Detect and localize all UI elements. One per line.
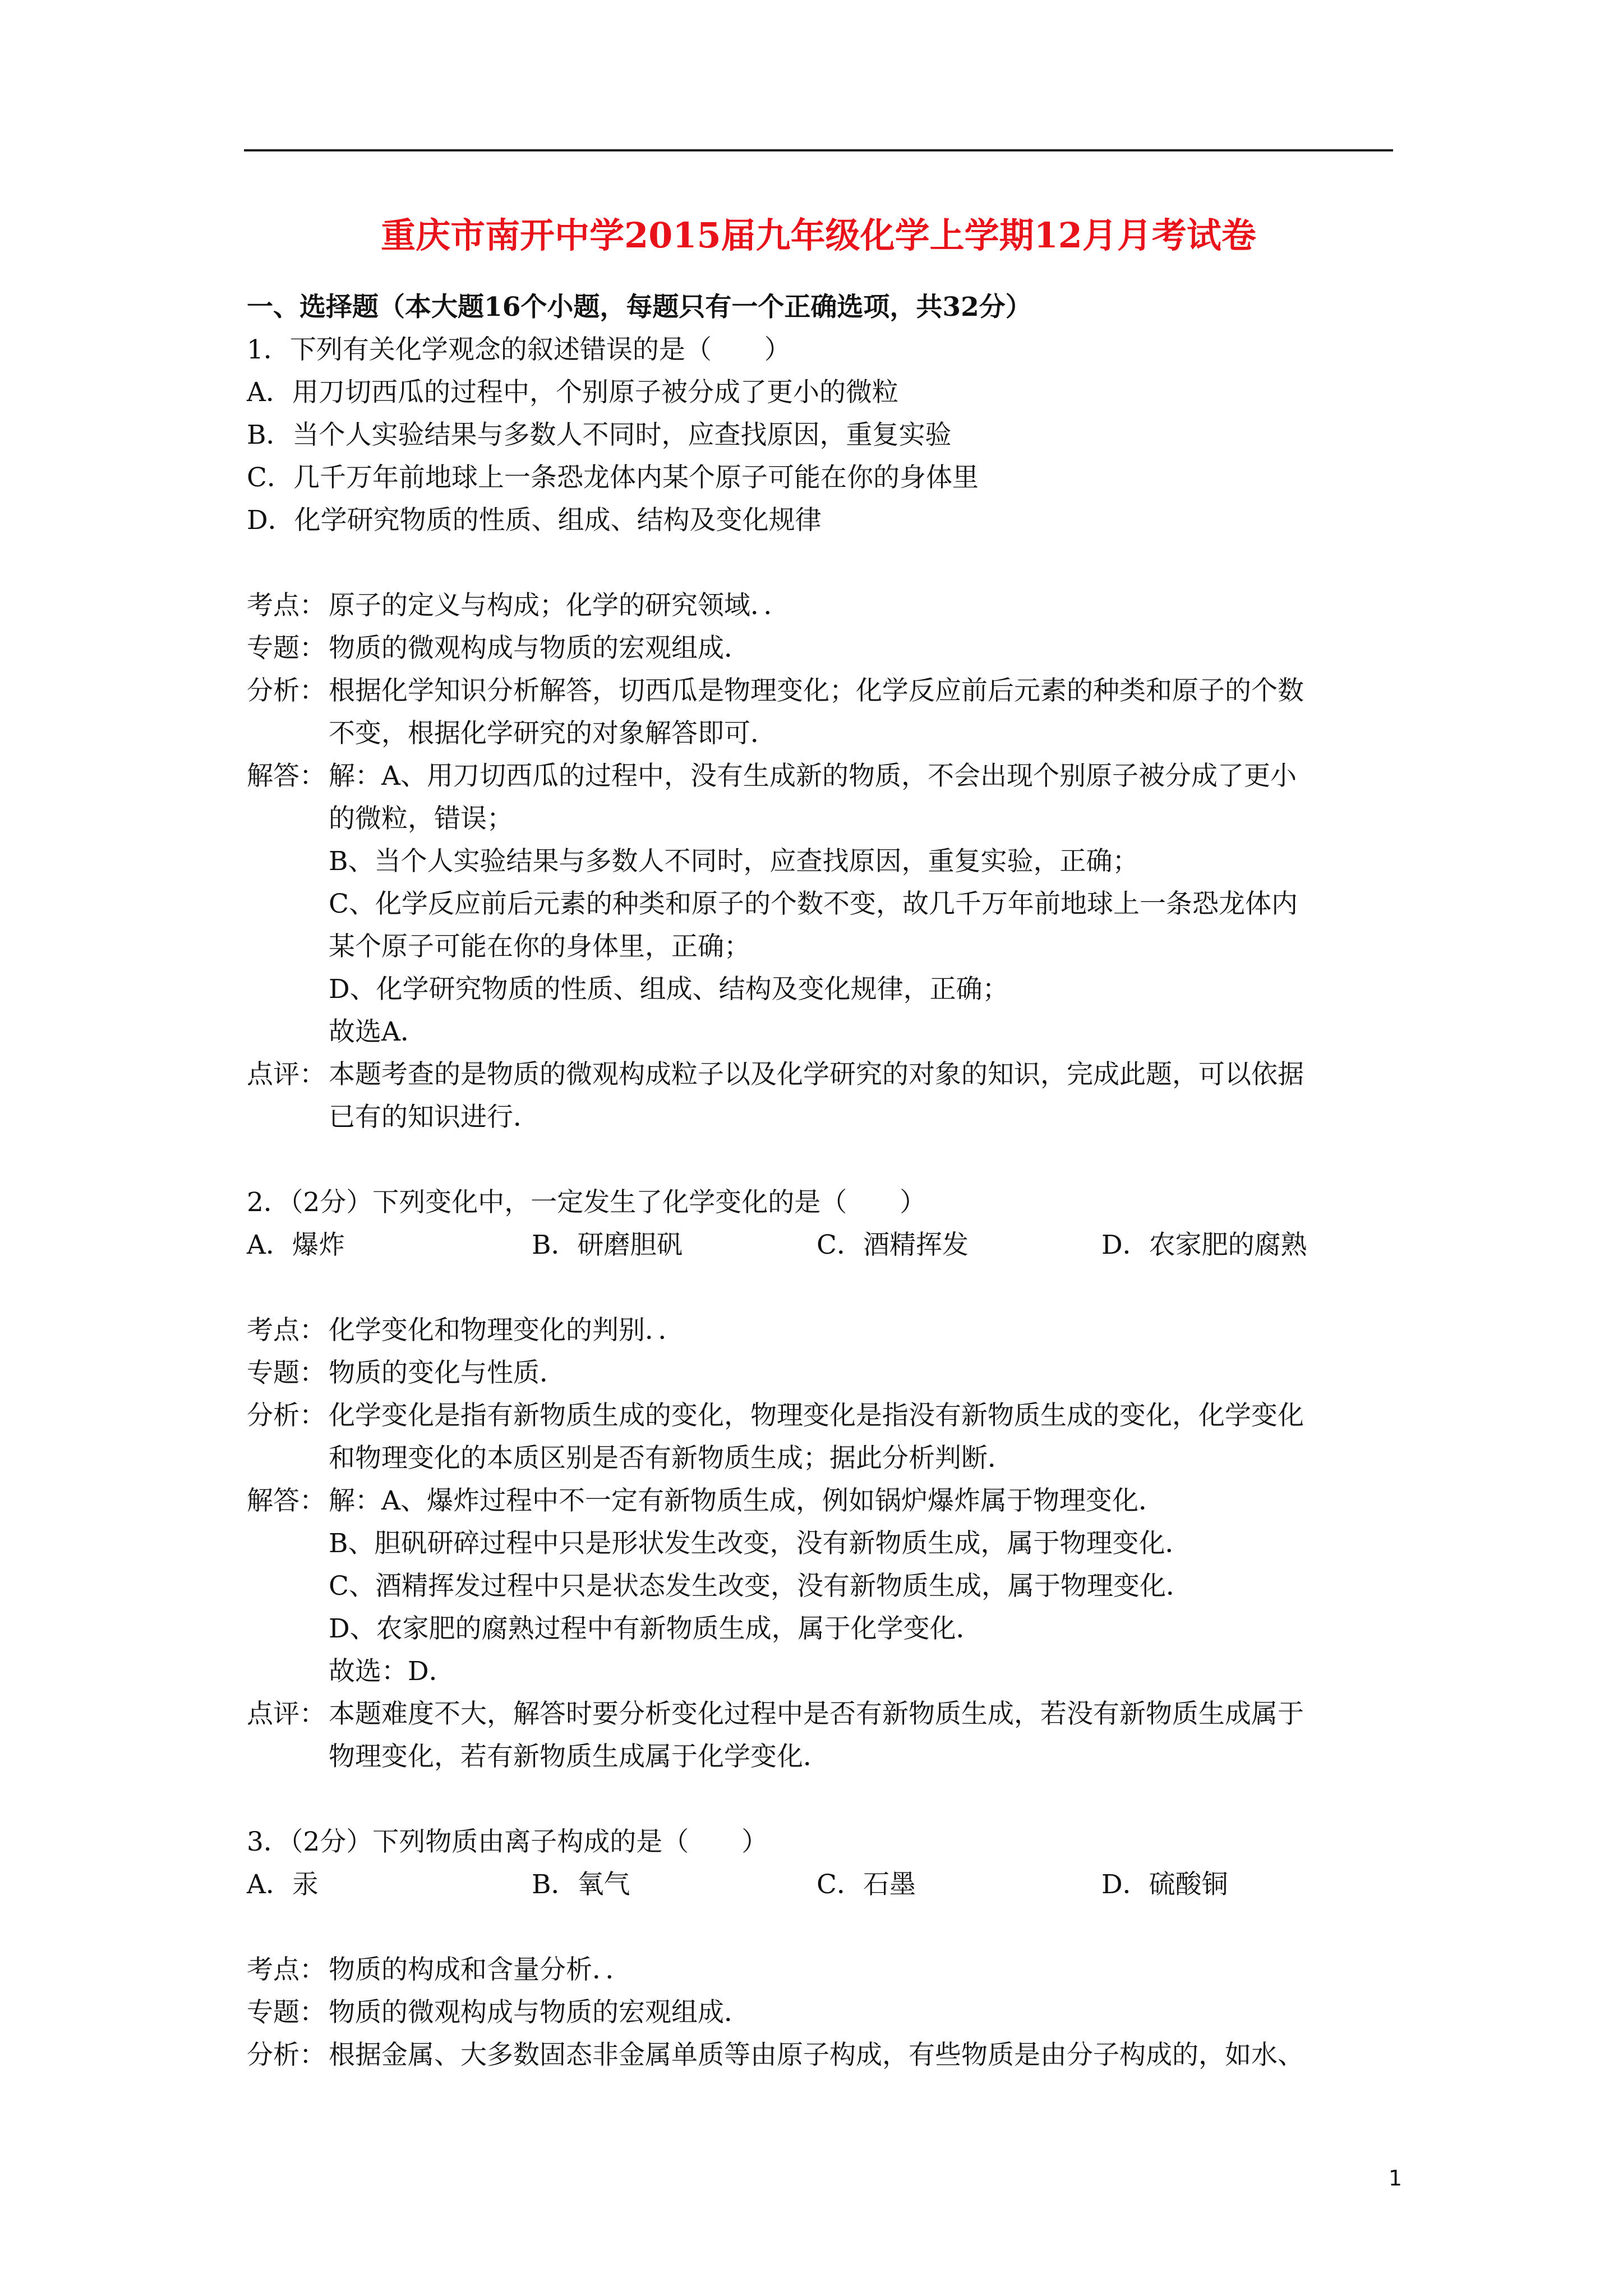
page-number: 1 (1388, 2166, 1402, 2191)
dianping-text: 本题难度不大，解答时要分析变化过程中是否有新物质生成，若没有新物质生成属于 (329, 1699, 1304, 1729)
question-1 (247, 329, 1396, 1139)
jieda-line: 的微粒，错误； (329, 803, 513, 834)
question-2-option-b: B．研磨胆矾 (532, 1230, 683, 1260)
kaodian-text: 化学变化和物理变化的判别．． (329, 1315, 685, 1346)
question-2-zhuanti (247, 1352, 1396, 1395)
kaodian-text: 原子的定义与构成；化学的研究领域．． (329, 590, 790, 621)
question-1-option-d: D．化学研究物质的性质、组成、结构及变化规律 (247, 505, 822, 536)
question-3 (247, 1821, 1396, 2077)
kaodian-text: 物质的构成和含量分析．． (329, 1954, 632, 1985)
zhuanti-label: 专题： (247, 1358, 326, 1388)
question-3-option-c: C．石墨 (817, 1869, 916, 1900)
zhuanti-label: 专题： (247, 1997, 326, 2028)
section-heading: 一、选择题（本大题16个小题，每题只有一个正确选项，共32分） (247, 292, 1032, 323)
question-1-option-a: A．用刀切西瓜的过程中，个别原子被分成了更小的微粒 (247, 377, 898, 408)
document-body (247, 286, 1396, 2077)
question-2-options (247, 1224, 1396, 1267)
kaodian-label: 考点： (247, 1954, 326, 1985)
kaodian-label: 考点： (247, 590, 326, 621)
question-2-fenxi (247, 1395, 1396, 1437)
fenxi-label: 分析： (247, 2040, 326, 2070)
zhuanti-label: 专题： (247, 633, 326, 664)
question-2-option-d: D．农家肥的腐熟 (1101, 1230, 1307, 1260)
fenxi-label: 分析： (247, 675, 326, 706)
fenxi-text: 根据化学知识分析解答，切西瓜是物理变化；化学反应前后元素的种类和原子的个数 (329, 675, 1304, 706)
question-3-options (247, 1864, 1396, 1906)
jieda-label: 解答： (247, 1485, 326, 1516)
question-2-stem: 2．（2分）下列变化中，一定发生了化学变化的是（ ） (247, 1187, 926, 1218)
question-3-option-b: B．氧气 (532, 1869, 630, 1900)
spacer (247, 542, 1396, 585)
question-3-fenxi (247, 2034, 1396, 2077)
page-title: 重庆市南开中学2015届九年级化学上学期12月月考试卷 (381, 215, 1256, 256)
fenxi-continuation: 不变，根据化学研究的对象解答即可． (329, 718, 777, 749)
fenxi-text: 根据金属、大多数固态非金属单质等由原子构成，有些物质是由分子构成的，如水、 (329, 2040, 1304, 2070)
spacer (247, 1139, 1396, 1181)
zhuanti-text: 物质的微观构成与物质的宏观组成． (329, 633, 750, 664)
question-1-option-b: B．当个人实验结果与多数人不同时，应查找原因，重复实验 (247, 420, 952, 450)
jieda-label: 解答： (247, 761, 326, 792)
question-3-kaodian (247, 1949, 1396, 1991)
fenxi-label: 分析： (247, 1400, 326, 1431)
question-1-jieda (247, 755, 1396, 798)
question-3-zhuanti (247, 1991, 1396, 2034)
question-2-kaodian (247, 1309, 1396, 1352)
jieda-line: D、化学研究物质的性质、组成、结构及变化规律，正确； (329, 974, 1009, 1005)
question-1-fenxi (247, 670, 1396, 712)
question-2-option-c: C．酒精挥发 (817, 1230, 969, 1260)
dianping-label: 点评： (247, 1699, 326, 1729)
fenxi-text: 化学变化是指有新物质生成的变化，物理变化是指没有新物质生成的变化，化学变化 (329, 1400, 1304, 1431)
question-3-option-d: D．硫酸铜 (1101, 1869, 1228, 1900)
question-1-dianping (247, 1053, 1396, 1096)
jieda-text: 解：A、用刀切西瓜的过程中，没有生成新的物质，不会出现个别原子被分成了更小 (329, 761, 1297, 792)
fenxi-continuation: 和物理变化的本质区别是否有新物质生成；据此分析判断． (329, 1443, 1014, 1474)
jieda-line: 故选：D． (329, 1656, 455, 1687)
question-2-jieda (247, 1480, 1396, 1522)
zhuanti-text: 物质的变化与性质． (329, 1358, 566, 1388)
dianping-text: 本题考查的是物质的微观构成粒子以及化学研究的对象的知识，完成此题，可以依据 (329, 1059, 1304, 1090)
question-1-zhuanti (247, 627, 1396, 670)
dianping-label: 点评： (247, 1059, 326, 1090)
jieda-line: B、当个人实验结果与多数人不同时，应查找原因，重复实验，正确； (329, 846, 1139, 877)
spacer (247, 1267, 1396, 1309)
jieda-line: D、农家肥的腐熟过程中有新物质生成，属于化学变化． (329, 1613, 983, 1644)
jieda-line: C、酒精挥发过程中只是状态发生改变，没有新物质生成，属于物理变化． (329, 1571, 1192, 1602)
question-1-stem: 1．下列有关化学观念的叙述错误的是（ ） (247, 334, 791, 365)
question-2-option-a: A．爆炸 (247, 1230, 345, 1260)
jieda-line: 某个原子可能在你的身体里，正确； (329, 931, 750, 962)
jieda-text: 解：A、爆炸过程中不一定有新物质生成，例如锅炉爆炸属于物理变化． (329, 1485, 1165, 1516)
header-rule (244, 149, 1393, 151)
zhuanti-text: 物质的微观构成与物质的宏观组成． (329, 1997, 750, 2028)
question-1-kaodian (247, 585, 1396, 627)
jieda-line: 故选A． (329, 1016, 427, 1047)
dianping-continuation: 已有的知识进行． (329, 1102, 540, 1133)
question-3-option-a: A．汞 (247, 1869, 319, 1900)
question-2 (247, 1181, 1396, 1778)
question-3-stem: 3．（2分）下列物质由离子构成的是（ ） (247, 1826, 768, 1857)
kaodian-label: 考点： (247, 1315, 326, 1346)
question-1-option-c: C．几千万年前地球上一条恐龙体内某个原子可能在你的身体里 (247, 462, 979, 493)
spacer (247, 1906, 1396, 1949)
spacer (247, 1778, 1396, 1821)
question-2-dianping (247, 1693, 1396, 1736)
jieda-line: B、胆矾研碎过程中只是形状发生改变，没有新物质生成，属于物理变化． (329, 1528, 1192, 1559)
jieda-line: C、化学反应前后元素的种类和原子的个数不变，故几千万年前地球上一条恐龙体内 (329, 889, 1298, 919)
dianping-continuation: 物理变化，若有新物质生成属于化学变化． (329, 1741, 829, 1772)
